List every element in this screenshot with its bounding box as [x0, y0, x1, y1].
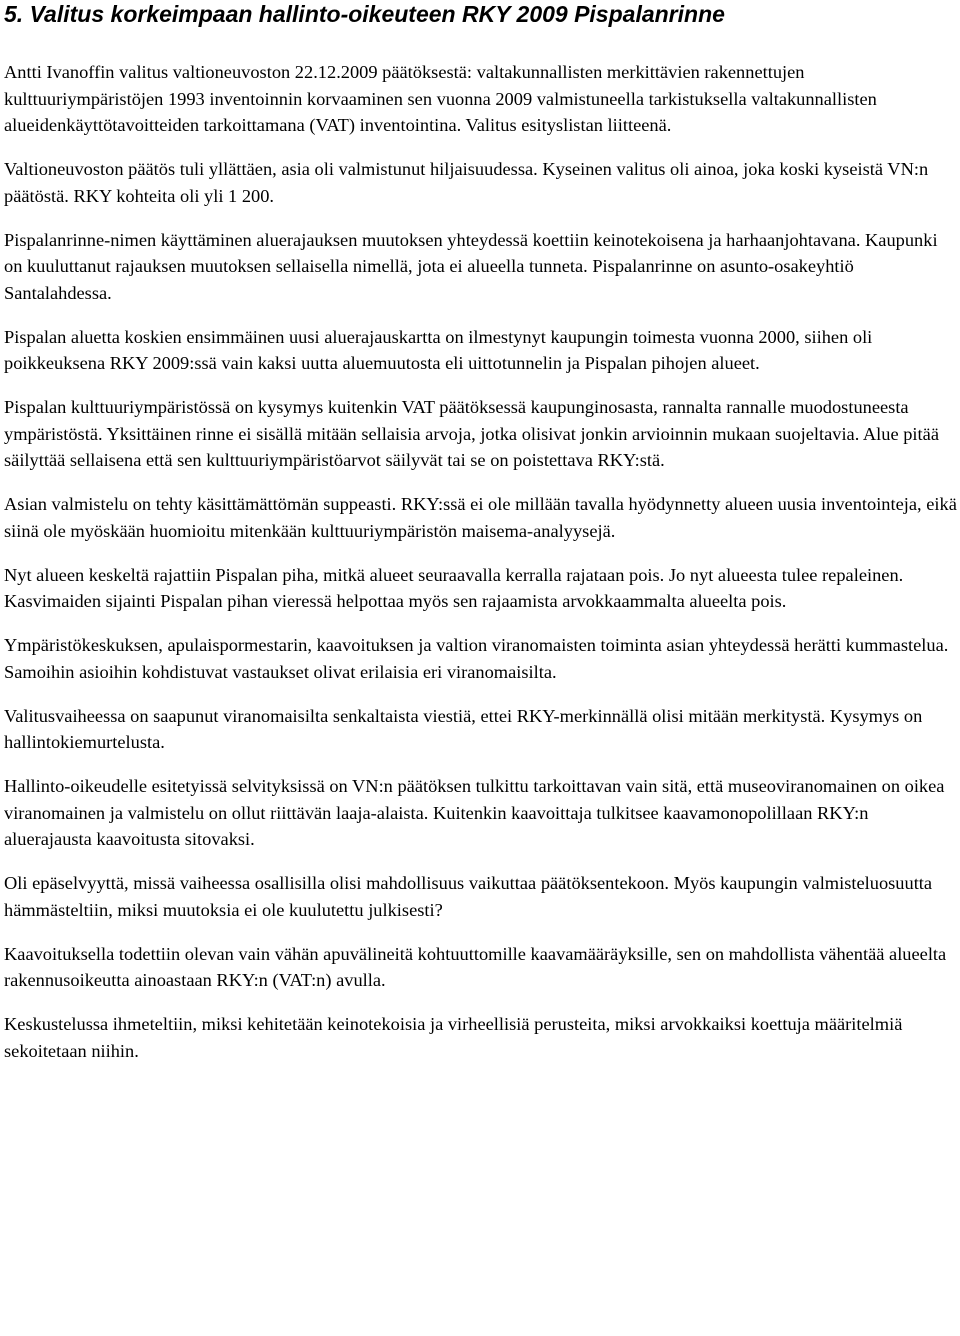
paragraph-cultural-environment: Pispalan kulttuuriympäristössä on kysymys kuitenkin VAT päätöksessä kaupunginosasta, rannalta rannalle muodostuneesta ympäristöstä. Yksittäinen rinne ei sisällä mitään sellaisia arvoja, jotka olisivat jonkin arvioinnin mukaan suojeltavia. Alue pitää säilyttää sellaisena että sen kulttuuriympäristöarvot säilyvät tai se on poistettava RKY:stä.	[4, 397, 939, 470]
paragraph-boundary-map: Pispalan aluetta koskien ensimmäinen uusi aluerajauskartta on ilmestynyt kaupungin toimesta vuonna 2000, siihen oli poikkeuksena RKY 2009:ssä vain kaksi uutta aluemuutosta eli uittotunnelin ja Pispalan pihojen alueet.	[4, 326, 873, 373]
paragraph-administrative-court: Hallinto-oikeudelle esitetyissä selvityksissä on VN:n päätöksen tulkittu tarkoittavan vain sitä, että museoviranomainen on oikea viranomainen ja valmistelu on ollut riittävän laaja-alaista. Kuitenkin kaavoittaja tulkitsee kaavamonopolillaan RKY:n aluerajausta kaavoitusta sitovaksi.	[4, 776, 945, 849]
paragraph-appeal-phase: Valitusvaiheessa on saapunut viranomaisilta senkaltaista viestiä, ettei RKY-merkinnällä olisi mitään merkitystä. Kysymys on hallintokiemurtelusta.	[4, 705, 923, 752]
paragraph-authorities: Ympäristökeskuksen, apulaispormestarin, kaavoituksen ja valtion viranomaisten toiminta asian yhteydessä herätti kummastelua. Samoihin asioihin kohdistuvat vastaukset olivat erilaisia eri viranomaisilta.	[4, 635, 949, 682]
paragraph-participation: Oli epäselvyyttä, missä vaiheessa osallisilla olisi mahdollisuus vaikuttaa päätöksentekoon. Myös kaupungin valmisteluosuutta hämmästeltiin, miksi muutoksia ei ole kuulutettu julkisesti?	[4, 873, 933, 920]
paragraph-government-decision: Valtioneuvoston päätös tuli yllättäen, asia oli valmistunut hiljaisuudessa. Kyseinen valitus oli ainoa, joka koski kyseistä VN:n päätöstä. RKY kohteita oli yli 1 200.	[4, 159, 929, 206]
section-heading: 5. Valitus korkeimpaan hallinto-oikeuteen RKY 2009 Pispalanrinne	[4, 1, 725, 27]
paragraph-name-usage: Pispalanrinne-nimen käyttäminen aluerajauksen muutoksen yhteydessä koettiin keinotekoisena ja harhaanjohtavana. Kaupunki on kuuluttanut rajauksen muutoksen sellaisella nimellä, jota ei alueella tunneta. Pispalanrinne on asunto-osakeyhtiö Santalahdessa.	[4, 229, 938, 303]
paragraph-yard-exclusion: Nyt alueen keskeltä rajattiin Pispalan piha, mitkä alueet seuraavalla kerralla rajataan pois. Jo nyt alueesta tulee repaleinen. Kasvimaiden sijainti Pispalan pihan vieressä helpottaa myös sen rajaamista arvokkaammalta alueelta pois.	[4, 564, 904, 611]
paragraph-appeal: Antti Ivanoffin valitus valtioneuvoston 22.12.2009 päätöksestä: valtakunnallisten merkittävien rakennettujen kulttuuriympäristöjen 1993 inventoinnin korvaaminen sen vuonna 2009 valmistuneella tarkistuksella valtakunnallisten alueidenkäyttötavoitteiden tarkoittamana (VAT) inventointina. Valitus esityslistan liitteenä.	[4, 62, 877, 135]
document-body	[4, 59, 959, 1082]
paragraph-preparation: Asian valmistelu on tehty käsittämättömän suppeasti. RKY:ssä ei ole millään tavalla hyödynnetty alueen uusia inventointeja, eikä siinä ole myöskään huomioitu mitenkään kulttuuriympäristön maisema-analyysejä.	[4, 494, 957, 541]
paragraph-discussion: Keskustelussa ihmeteltiin, miksi kehitetään keinotekoisia ja virheellisiä perusteita, miksi arvokkaiksi koettuja määritelmiä sekoitetaan niihin.	[4, 1014, 903, 1061]
paragraph-zoning-tools: Kaavoituksella todettiin olevan vain vähän apuvälineitä kohtuuttomille kaavamääräyksille, sen on mahdollista vähentää alueelta rakennusoikeutta ainoastaan RKY:n (VAT:n) avulla.	[4, 943, 947, 990]
